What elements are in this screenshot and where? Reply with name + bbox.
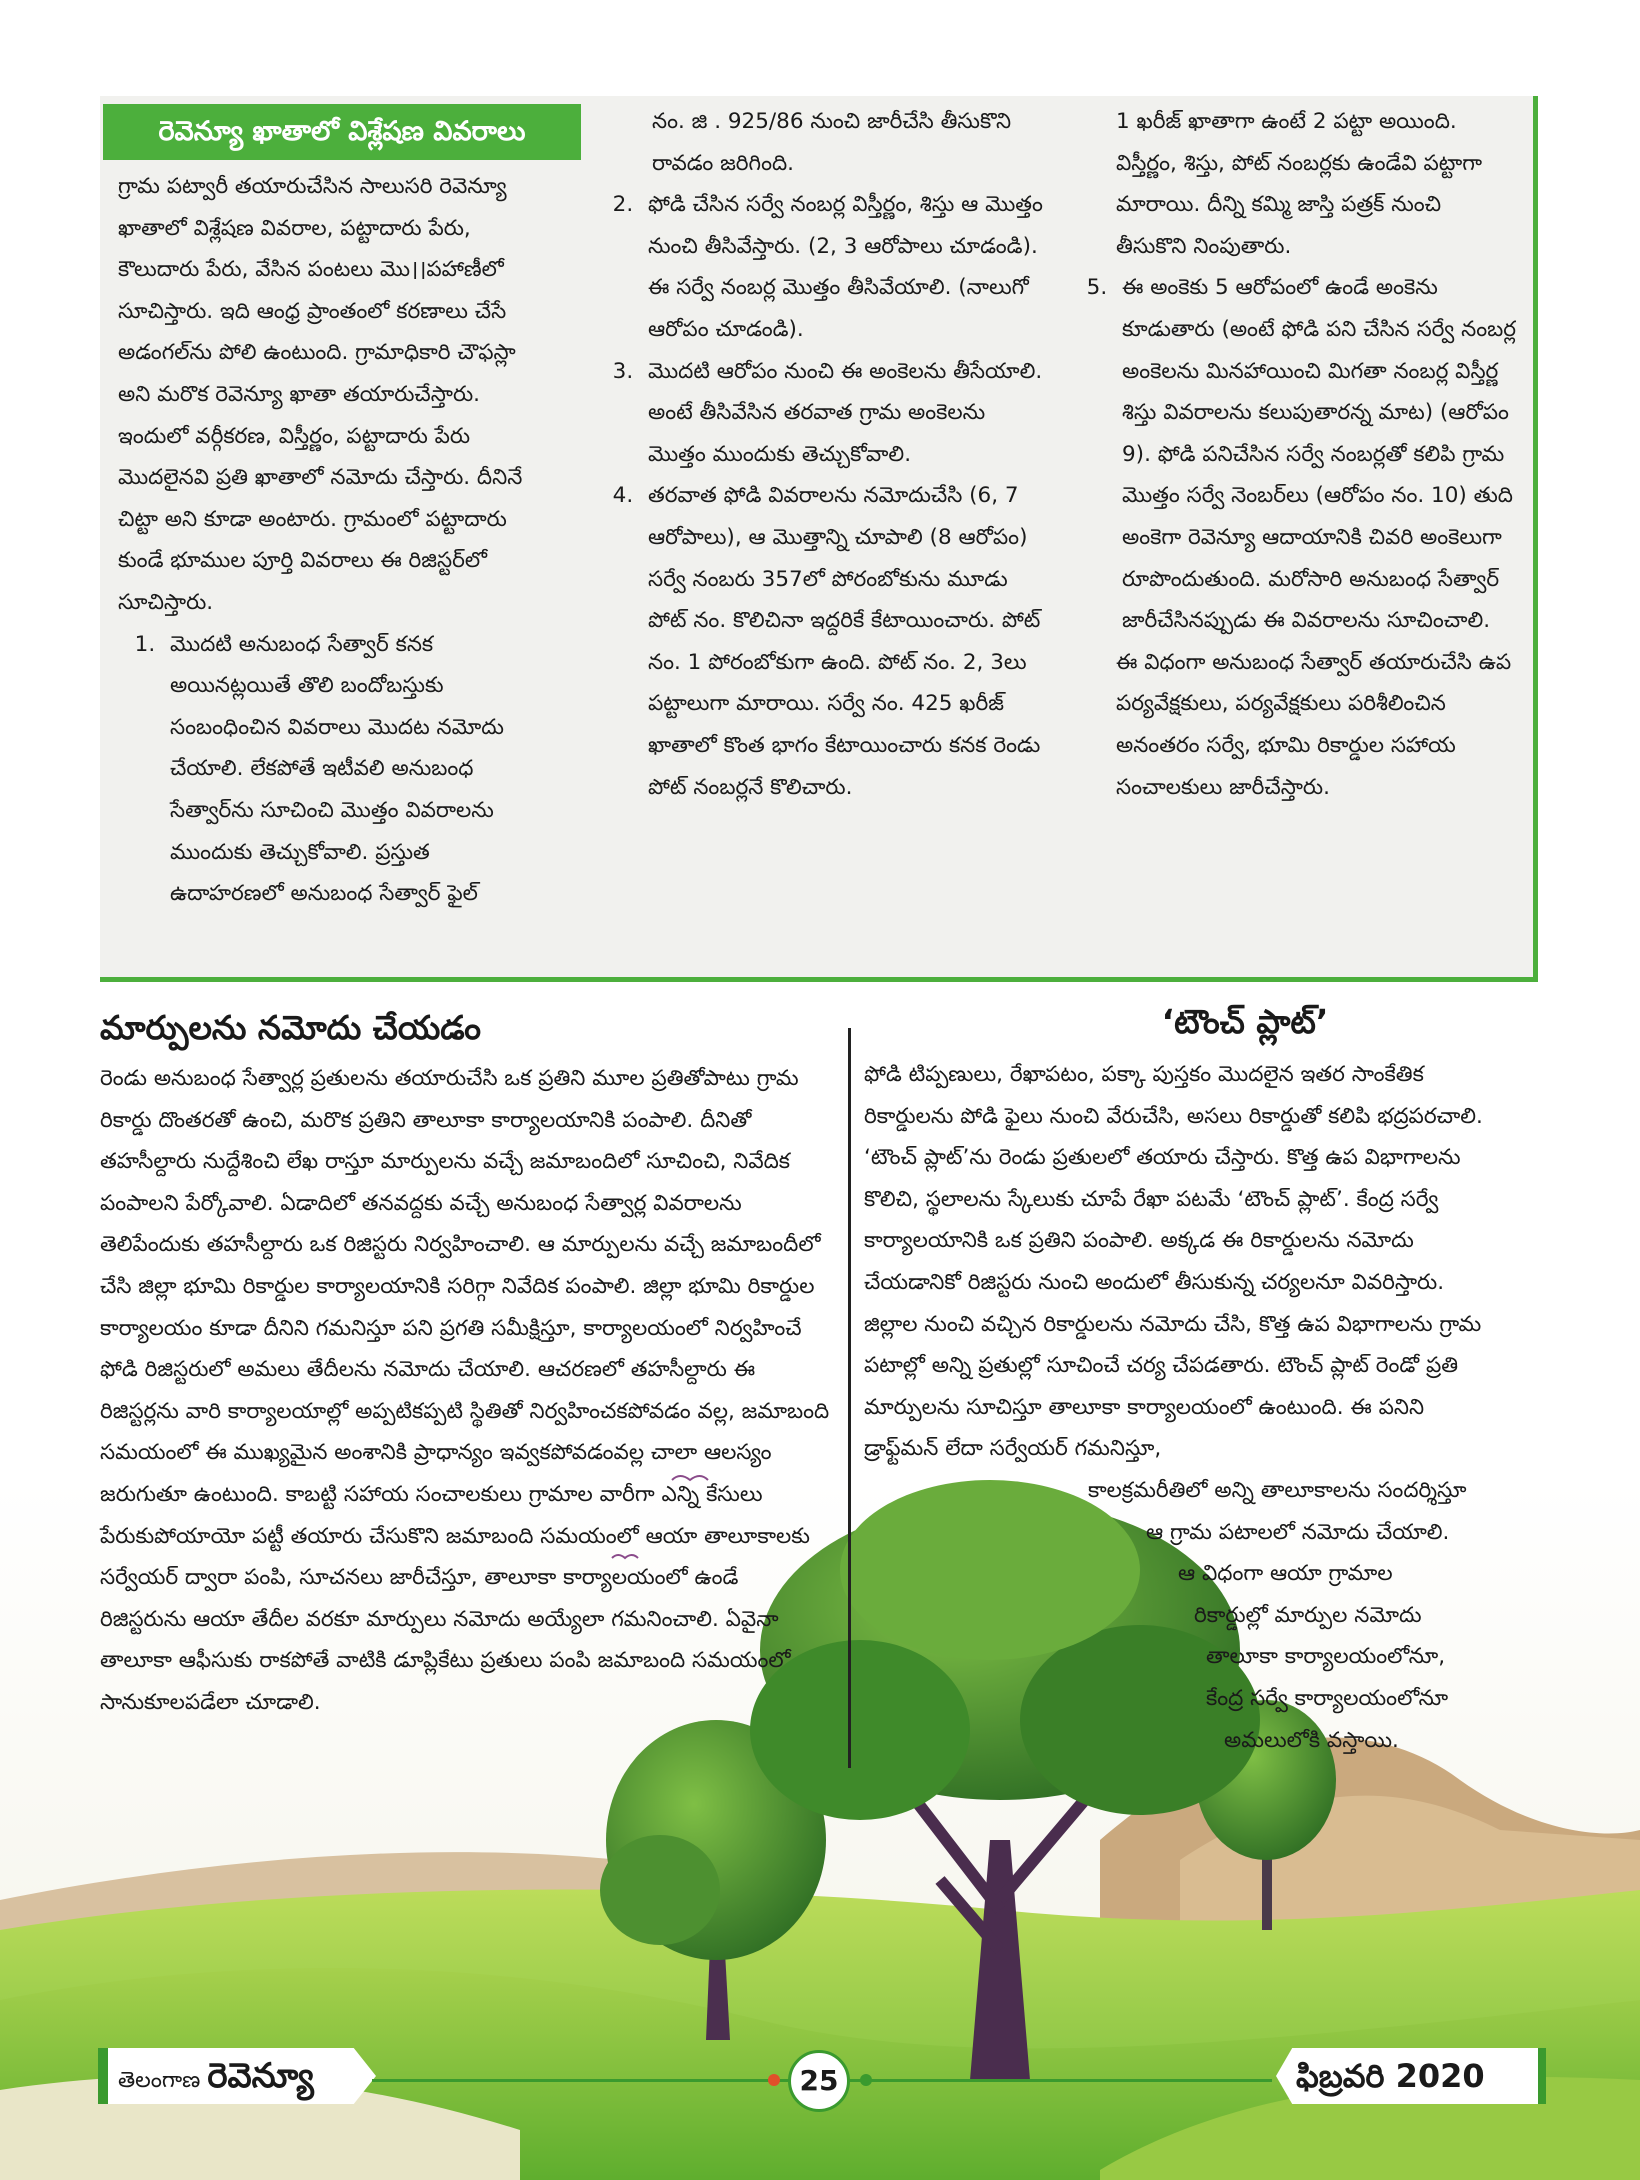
box-column-2 — [596, 101, 1044, 808]
tail-line: ఆ గ్రామ పటాలలో నమోదు చేయాలి. — [1146, 1519, 1450, 1545]
continued-paragraph: 1 ఖరీజ్ ఖాతాగా ఉంటే 2 పట్టా అయింది. విస్తీర్ణం, శిస్తు, పోట్ నంబర్లకు ఉండేవి పట్టాగా మారాయి. దీన్ని కమ్మి జాస్తి పత్రక్ నుంచి తీసుకొని నింపుతారు. — [1116, 109, 1483, 259]
footer-magazine-title — [118, 2052, 314, 2105]
tonch-plot-paragraph: ఫోడి టిప్పణులు, రేఖాపటం, పక్కా పుస్తకం మొదలైన ఇతర సాంకేతిక రికార్డులను పోడి ఫైలు నుంచి వేరుచేసి, అసలు రికార్డుతో కలిపి భద్రపరచాలి. ‘టౌంచ్ ప్లాట్’ను రెండు ప్రతులలో తయారు చేస్తారు. కొత్త ఉప విభాగాలను కొలిచి, స్థలాలను స్కేలుకు చూపే రేఖా పటమే ‘టౌంచ్ ప్లాట్’. కేంద్ర సర్వే కార్యాలయానికి ఒక ప్రతిని పంపాలి. అక్కడ ఈ రికార్డులను నమోదు చేయడానికో రిజిస్టరు నుంచి అందులో తీసుకున్న చర్యలనూ వివరిస్తారు. జిల్లాల నుంచి వచ్చిన రికార్డులను నమోదు చేసి, కొత్త ఉప విభాగాలను గ్రామ పటాల్లో అన్ని ప్రతుల్లో సూచించే చర్య చేపడతారు. టౌంచ్ ప్లాట్ రెండో ప్రతి మార్పులను సూచిస్తూ తాలూకా కార్యాలయంలో ఉంటుంది. ఈ పనిని డ్రాఫ్ట్‌మన్ లేదా సర్వేయర్ గమనిస్తూ, — [864, 1062, 1483, 1462]
box-title: రెవెన్యూ ఖాతాలో విశ్లేషణ వివరాలు — [103, 104, 581, 160]
box-column-1 — [118, 166, 550, 915]
tail-line: కాలక్రమరీతిలో అన్ని తాలూకాలను సందర్శిస్తూ — [1088, 1477, 1467, 1503]
tail-line: ఆ విధంగా ఆయా గ్రామాల — [1178, 1561, 1393, 1587]
tail-line: కేంద్ర సర్వే కార్యాలయంలోనూ — [1206, 1685, 1449, 1711]
changes-body — [100, 1058, 830, 1724]
continued-paragraph: నం. జి . 925/86 నుంచి జారీచేసి తీసుకొని రావడం జరిగింది. — [652, 109, 1012, 176]
footer-dot — [860, 2074, 872, 2086]
box-intro-paragraph: గ్రామ పట్వారీ తయారుచేసిన సాలుసరి రెవెన్యూ ఖాతాలో విశ్లేషణ వివరాల, పట్టాదారు పేరు, కౌలుదారు పేరు, వేసిన పంటలు మొ।।పహాణీలో సూచిస్తారు. ఇది ఆంధ్ర ప్రాంతంలో కరణాలు చేసే అడంగల్‌ను పోలి ఉంటుంది. గ్రామాధికారి చౌఫస్లా అని మరొక రెవెన్యూ ఖాతా తయారుచేస్తారు. ఇందులో వర్గీకరణ, విస్తీర్ణం, పట్టాదారు పేరు మొదలైనవి ప్రతి ఖాతాలో నమోదు చేస్తారు. దీనినే చిట్టా అని కూడా అంటారు. గ్రామంలో పట్టాదారు కుండే భూముల పూర్తి వివరాలు ఈ రిజిస్టర్‌లో సూచిస్తారు. — [118, 174, 523, 615]
magazine-name: రెవెన్యూ — [207, 2056, 314, 2096]
tonch-plot-body — [864, 1054, 1500, 1761]
tail-line: అమలులోకి వస్తాయి. — [1224, 1727, 1399, 1753]
box-list-3 — [1070, 267, 1518, 641]
box-list-1 — [118, 624, 550, 915]
issue-date: ఫిబ్రవరి 2020 — [1296, 2057, 1485, 2095]
closing-paragraph: ఈ విధంగా అనుబంధ సేత్వార్ తయారుచేసి ఉప పర్యవేక్షకులు, పర్యవేక్షకులు పరిశీలించిన అనంతరం సర్వే, భూమి రికార్డుల సహాయ సంచాలకులు జారీచేస్తారు. — [1116, 649, 1512, 800]
column-divider — [848, 1028, 851, 1768]
changes-paragraph: రెండు అనుబంధ సేత్వార్ల ప్రతులను తయారుచేసి ఒక ప్రతిని మూల ప్రతితోపాటు గ్రామ రికార్డు దొంతరతో ఉంచి, మరొక ప్రతిని తాలూకా కార్యాలయానికి పంపాలి. దీనితో తహసీల్దారు నుద్దేశించి లేఖ రాస్తూ మార్పులను వచ్చే జమాబందిలో సూచించి, నివేదిక పంపాలని పేర్కోవాలి. ఏడాదిలో తనవద్దకు వచ్చే అనుబంధ సేత్వార్ల వివరాలను తెలిపేందుకు తహసీల్దారు ఒక రిజిస్టరు నిర్వహించాలి. ఆ మార్పులను వచ్చే జమాబందీలో చేసి జిల్లా భూమి రికార్డుల కార్యాలయానికి సరిగ్గా నివేదిక పంపాలి. జిల్లా భూమి రికార్డుల కార్యాలయం కూడా దీనిని గమనిస్తూ పని ప్రగతి సమీక్షిస్తూ, కార్యాలయంలో నిర్వహించే ఫోడి రిజిస్టరులో అమలు తేదీలను నమోదు చేయాలి. ఆచరణలో తహసీల్దారు ఈ రిజిస్టర్లను వారి కార్యాలయాల్లో అప్పటికప్పటి స్థితితో నిర్వహించకపోవడం వల్ల, జమాబంది సమయంలో ఈ ముఖ్యమైన అంశానికి ప్రాధాన్యం ఇవ్వకపోవడంవల్ల చాలా ఆలస్యం జరుగుతూ ఉంటుంది. కాబట్టి సహాయ సంచాలకులు గ్రామాల వారీగా ఎన్ని కేసులు పేరుకుపోయాయో పట్టీ తయారు చేసుకొని జమాబంది సమయంలో ఆయా తాలూకాలకు సర్వేయర్ ద్వారా పంపి, సూచనలు జారీచేస్తూ, తాలూకా కార్యాలయంలో ఉండే రిజిస్టరును ఆయా తేదీల వరకూ మార్పులు నమోదు అయ్యేలా గమనించాలి. ఏవైనా తాలూకా ఆఫీసుకు రాకపోతే వాటికి డూప్లికేటు ప్రతులు పంపి జమాబంది సమయంలో సానుకూలపడేలా చూడాలి. — [100, 1066, 830, 1715]
list-item: 2. ఫోడి చేసిన సర్వే నంబర్ల విస్తీర్ణం, శిస్తు ఆ మొత్తం నుంచి తీసివేస్తారు. (2, 3 ఆరోపాలు చూడండి). ఈ సర్వే నంబర్ల మొత్తం తీసివేయాలి. (నాలుగో ఆరోపం చూడండి). — [640, 184, 1044, 350]
section-heading-changes: మార్పులను నమోదు చేయడం — [100, 1008, 481, 1047]
magazine-prefix: తెలంగాణ — [118, 2068, 201, 2093]
footer-dot — [768, 2074, 780, 2086]
list-item: 1. మొదటి అనుబంధ సేత్వార్ కనక అయినట్లయితే తొలి బందోబస్తుకు సంబంధించిన వివరాలు మొదట నమోదు చేయాలి. లేకపోతే ఇటీవలి అనుబంధ సేత్వార్‌ను సూచించి మొత్తం వివరాలను ముందుకు తెచ్చుకోవాలి. ప్రస్తుత ఉదాహరణలో అనుబంధ సేత్వార్ ఫైల్ — [162, 624, 550, 915]
section-heading-tonch-plot: ‘టౌంచ్ ప్లాట్’ — [1161, 1002, 1329, 1041]
list-item: 5. ఈ అంకెకు 5 ఆరోపంలో ఉండే అంకెను కూడుతారు (అంటే ఫోడి పని చేసిన సర్వే నంబర్ల అంకెలను మినహాయించి మిగతా నంబర్ల విస్తీర్ణ శిస్తు వివరాలను కలుపుతారన్న మాట) (ఆరోపం 9). ఫోడి పనిచేసిన సర్వే నంబర్లతో కలిపి గ్రామ మొత్తం సర్వే నెంబర్‌లు (ఆరోపం నం. 10) తుది అంకెగా రెవెన్యూ ఆదాయానికి చివరి అంకెలుగా రూపొందుతుంది. మరోసారి అనుబంధ సేత్వార్ జారీచేసినప్పుడు ఈ వివరాలను సూచించాలి. — [1114, 267, 1518, 641]
tail-line: రికార్డుల్లో మార్పుల నమోదు — [1194, 1602, 1422, 1628]
list-item: 4. తరవాత ఫోడి వివరాలను నమోదుచేసి (6, 7 ఆరోపాలు), ఆ మొత్తాన్ని చూపాలి (8 ఆరోపం) సర్వే నంబరు 357లో పోరంబోకును మూడు పోట్ నం. కొలిచినా ఇద్దరికే కేటాయించారు. పోట్ నం. 1 పోరంబోకుగా ఉంది. పోట్ నం. 2, 3లు పట్టాలుగా మారాయి. సర్వే నం. 425 ఖరీజ్ ఖాతాలో కొంత భాగం కేటాయించారు కనక రెండు పోట్ నంబర్లనే కొలిచారు. — [640, 475, 1044, 808]
list-item: 3. మొదటి ఆరోపం నుంచి ఈ అంకెలను తీసేయాలి. అంటే తీసివేసిన తరవాత గ్రామ అంకెలను మొత్తం ముందుకు తెచ్చుకోవాలి. — [640, 351, 1044, 476]
box-list-2 — [596, 184, 1044, 808]
page-number: 25 — [788, 2050, 850, 2112]
box-column-3 — [1070, 101, 1518, 808]
tail-line: తాలూకా కార్యాలయంలోనూ, — [1206, 1644, 1446, 1670]
